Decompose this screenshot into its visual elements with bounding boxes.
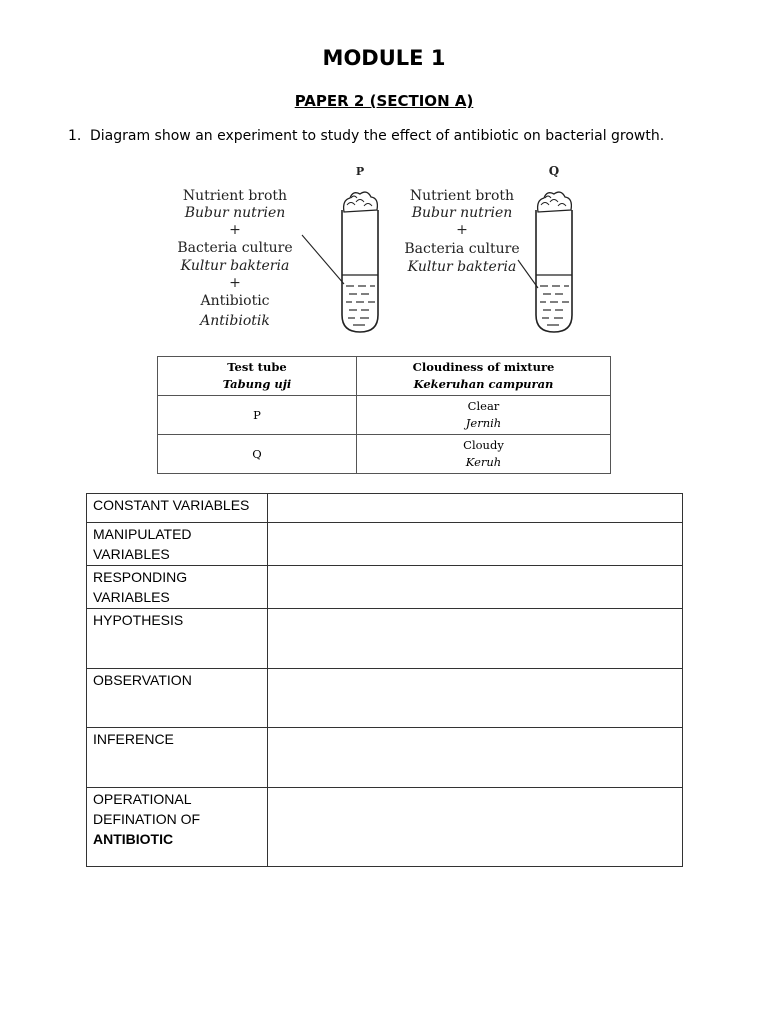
- table-row: [87, 523, 683, 566]
- table-row: [87, 494, 683, 523]
- tube-cell: Q: [158, 435, 357, 474]
- table-row: [158, 396, 611, 435]
- left-label: +: [229, 275, 241, 291]
- results-header-row: [158, 357, 611, 396]
- table-row: [87, 669, 683, 728]
- header-cloudiness-ms: Kekeruhan campuran: [413, 377, 554, 391]
- left-label: +: [229, 222, 241, 238]
- cloudiness-en: Cloudy: [463, 438, 504, 452]
- table-row: [158, 435, 611, 474]
- left-label: Kultur bakteria: [180, 258, 290, 274]
- right-label: Kultur bakteria: [407, 259, 517, 275]
- answer-cell-manipulated[interactable]: [268, 523, 683, 566]
- tube-q-label: Q: [548, 164, 560, 178]
- variables-table: [86, 493, 683, 867]
- row-label-operational: [87, 788, 268, 867]
- answer-cell-inference[interactable]: [268, 728, 683, 788]
- answer-cell-operational[interactable]: [268, 788, 683, 867]
- left-label: Nutrient broth: [182, 188, 288, 204]
- row-label-manipulated: MANIPULATED VARIABLES: [87, 523, 268, 566]
- row-label-constant: CONSTANT VARIABLES: [87, 494, 268, 523]
- header-test-tube-en: Test tube: [227, 360, 287, 374]
- header-cloudiness: [357, 357, 611, 396]
- answer-cell-observation[interactable]: [268, 669, 683, 728]
- header-test-tube-ms: Tabung uji: [222, 377, 292, 391]
- row-label-observation: OBSERVATION: [87, 669, 268, 728]
- operational-definition-label: OPERATIONAL DEFINATION OF: [93, 791, 201, 827]
- operational-definition-term: ANTIBIOTIC: [93, 831, 174, 847]
- cloudiness-ms: Jernih: [465, 416, 502, 430]
- module-title: MODULE 1: [322, 46, 446, 70]
- test-tube-p: [302, 192, 378, 332]
- right-label: +: [456, 222, 468, 238]
- tube-p-label: P: [355, 165, 365, 178]
- tube-cell: P: [158, 396, 357, 435]
- table-row: [87, 609, 683, 669]
- question-text: Diagram show an experiment to study the effect of antibiotic on bacterial growth.: [90, 128, 665, 144]
- left-label: Antibiotic: [200, 293, 270, 309]
- header-test-tube: [158, 357, 357, 396]
- paper-subtitle: [0, 92, 768, 110]
- row-label-inference: INFERENCE: [87, 728, 268, 788]
- answer-cell-constant[interactable]: [268, 494, 683, 523]
- question-1: [68, 128, 664, 144]
- answer-cell-responding[interactable]: [268, 566, 683, 609]
- cloudiness-cell: [357, 435, 611, 474]
- results-table: [157, 356, 611, 474]
- cloudiness-en: Clear: [467, 399, 500, 413]
- test-tube-q: [518, 192, 572, 332]
- left-label: Antibiotik: [200, 313, 270, 329]
- right-label: Nutrient broth: [409, 188, 515, 204]
- row-label-hypothesis: HYPOTHESIS: [87, 609, 268, 669]
- left-label: Bacteria culture: [177, 240, 293, 256]
- table-row: [87, 788, 683, 867]
- row-label-responding: RESPONDING VARIABLES: [87, 566, 268, 609]
- cloudiness-ms: Keruh: [465, 455, 502, 469]
- left-label: Bubur nutrien: [184, 205, 286, 221]
- table-row: [87, 566, 683, 609]
- header-cloudiness-en: Cloudiness of mixture: [412, 360, 555, 374]
- experiment-diagram: [150, 160, 620, 350]
- right-label: Bacteria culture: [404, 241, 520, 257]
- table-row: [87, 728, 683, 788]
- cloudiness-cell: [357, 396, 611, 435]
- question-number: 1.: [68, 128, 82, 144]
- right-label: Bubur nutrien: [411, 205, 513, 221]
- paper-subtitle-text: PAPER 2 (SECTION A): [294, 92, 474, 110]
- answer-cell-hypothesis[interactable]: [268, 609, 683, 669]
